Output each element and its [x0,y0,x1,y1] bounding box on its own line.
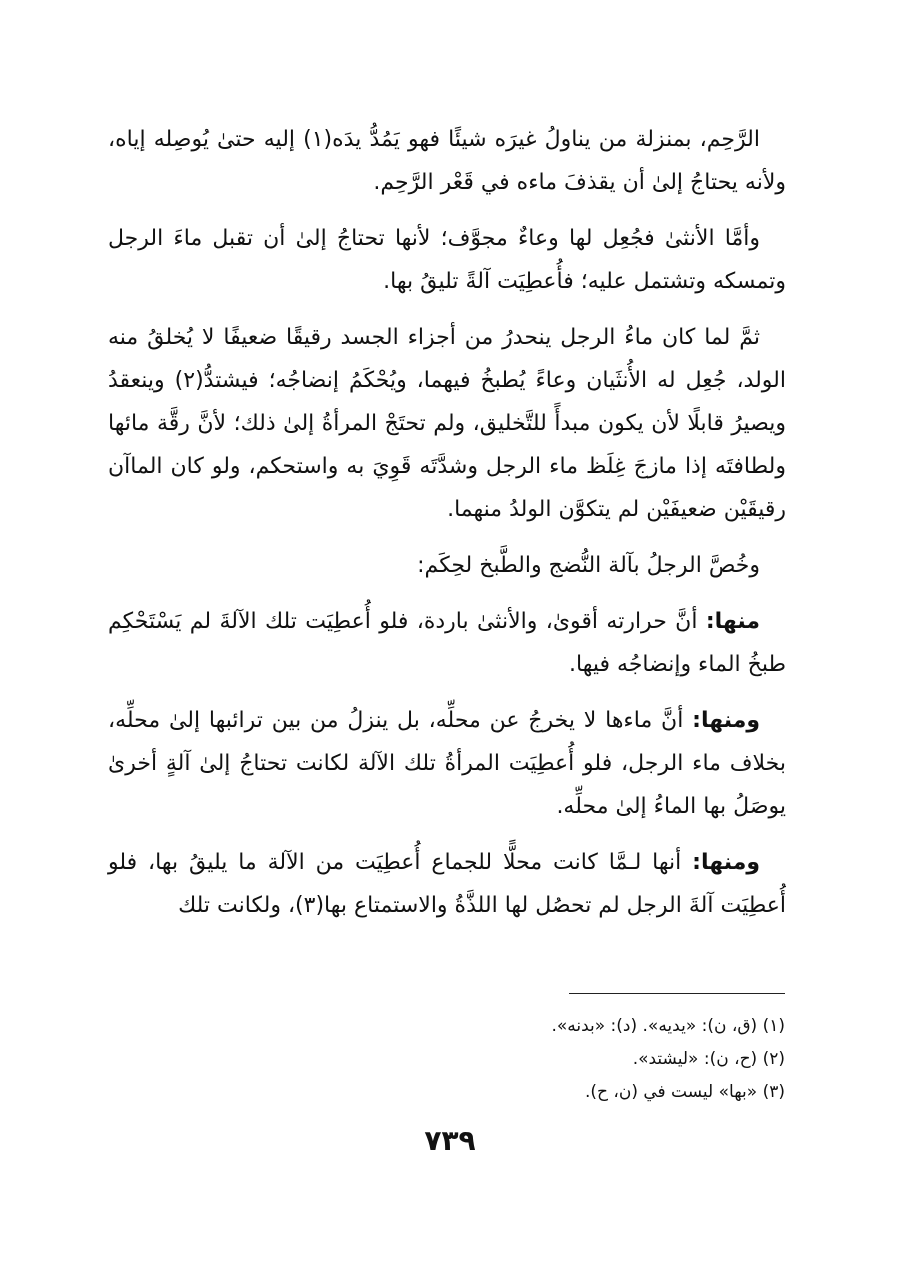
paragraph-5 [108,600,786,686]
footnote-3: (٣) «بها» ليست في (ن، ح). [584,1082,785,1102]
paragraph-7 [108,841,786,927]
paragraph-lead: ومنها: [692,850,760,875]
paragraph-1 [108,118,786,204]
page-number: ٧٣٩ [424,1124,476,1157]
footnote-2: (٢) (ح، ن): «ليشتد». [632,1049,785,1069]
paragraph-3 [108,316,786,531]
paragraph-text: أنها لـمَّا كانت محلًّا للجماع أُعطِيَت من الآلة ما يليقُ بها، فلو أُعطِيَت آلةَ الرجل لم تحصُل لها اللذَّةُ والاستمتاع بها(٣)، ولكانت تلك [108,850,786,918]
paragraph-text: أنَّ حرارته أقوىٰ، والأنثىٰ باردة، فلو أُعطِيَت تلك الآلةَ لم يَسْتَحْكِم طبخُ الماء وإنضاجُه فيها. [108,609,786,677]
main-text-block [108,118,786,940]
paragraph-text: وأمَّا الأنثىٰ فجُعِل لها وعاءٌ مجوَّف؛ لأنها تحتاجُ إلىٰ أن تقبل ماءَ الرجل وتمسكه وتشتمل عليه؛ فأُعطِيَت آلةً تليقُ بها. [108,226,786,294]
footnote-separator [569,993,785,994]
paragraph-text: ثمَّ لما كان ماءُ الرجل ينحدرُ من أجزاء الجسد رقيقًا ضعيفًا لا يُخلقُ منه الولد، جُعِل له الأُنثَيان وعاءً يُطبخُ فيهما، ويُحْكَمُ إنضاجُه؛ فيشتدُّ(٢) وينعقدُ ويصيرُ قابلًا لأن يكون مبدأً للتَّخليق، ولم تحتَجْ المرأةُ إلىٰ ذلك؛ لأنَّ رقَّة مائها ولطافتَه إذا مازجَ غِلَظ ماء الرجل وشدَّتَه قَوِيَ به واستحكم، ولو كان الماآن رقيقَيْن ضعيفَيْن لم يتكوَّن الولدُ منهما. [108,325,786,522]
paragraph-lead: منها: [705,609,760,634]
footnote-1: (١) (ق، ن): «يديه». (د): «بدنه». [551,1016,785,1036]
paragraph-text: أنَّ ماءها لا يخرجُ عن محلِّه، بل ينزلُ من بين ترائبها إلىٰ محلِّه، بخلاف ماء الرجل، فلو أُعطِيَت المرأةُ تلك الآلة لكانت تحتاجُ إلىٰ آلةٍ أخرىٰ يوصَلُ بها الماءُ إلىٰ محلِّه. [108,708,786,819]
footnotes [145,1010,785,1109]
paragraph-6 [108,699,786,828]
paragraph-2 [108,217,786,303]
paragraph-text: وخُصَّ الرجلُ بآلة النُّضج والطَّبخ لحِكَم: [417,553,760,578]
paragraph-4 [108,544,786,587]
paragraph-lead: ومنها: [692,708,760,733]
paragraph-text: الرَّحِم، بمنزلة من يناولُ غيرَه شيئًا فهو يَمُدُّ يدَه(١) إليه حتىٰ يُوصِله إياه، ولأنه يحتاجُ إلىٰ أن يقذفَ ماءه في قَعْر الرَّحِم. [108,127,786,195]
